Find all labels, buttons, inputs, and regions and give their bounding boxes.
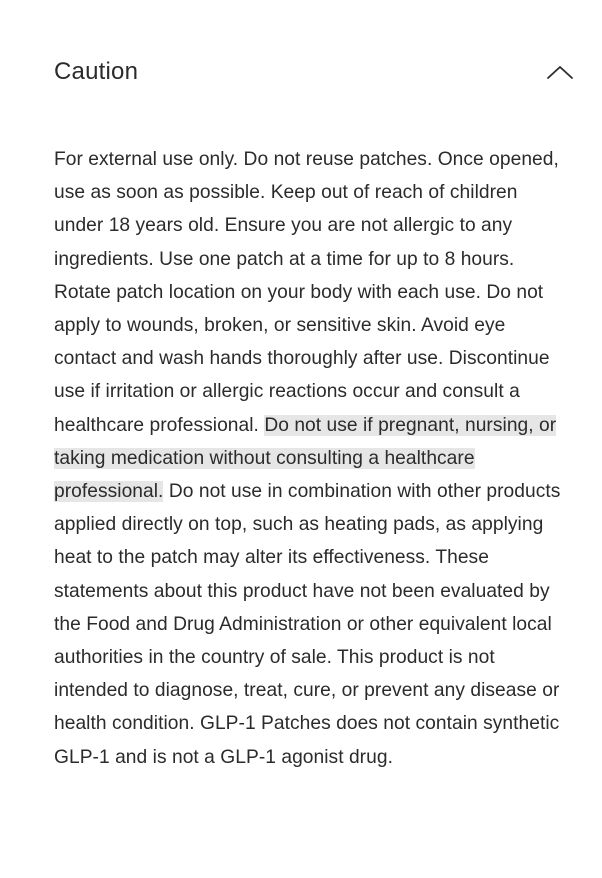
caution-text-part: For external use only. Do not reuse patches. Once opened, use as soon as possible. Keep out of reach of children under 18 years old. Ensure you are not allergic to any ingredients. Use one patch at a time for up to 8 hours. Rotate patch location on your body with each use. Do not apply to wounds, broken, or sensitive skin. Avoid eye contact and wash hands thoroughly after use. Discontinue use if irritation or allergic reactions occur and consult a healthcare professional. [54, 149, 559, 436]
caution-accordion-header[interactable] [54, 50, 574, 94]
caution-text-part: Do not use in combination with other products applied directly on top, such as heating pads, as applying heat to the patch may alter its effectiveness. These statements about this product have not been evaluated by the Food and Drug Administration or other equivalent local authorities in the country of sale. This product is not intended to diagnose, treat, cure, or prevent any disease or health condition. GLP-1 Patches does not contain synthetic GLP-1 and is not a GLP-1 agonist drug. [54, 481, 561, 768]
caution-text [54, 143, 570, 774]
selected-text-highlight: Do not use if pregnant, nursing, or taking medication without consulting a healthcare professional. [54, 414, 557, 503]
accordion-title: Caution [54, 58, 139, 85]
chevron-up-icon[interactable] [546, 64, 574, 80]
